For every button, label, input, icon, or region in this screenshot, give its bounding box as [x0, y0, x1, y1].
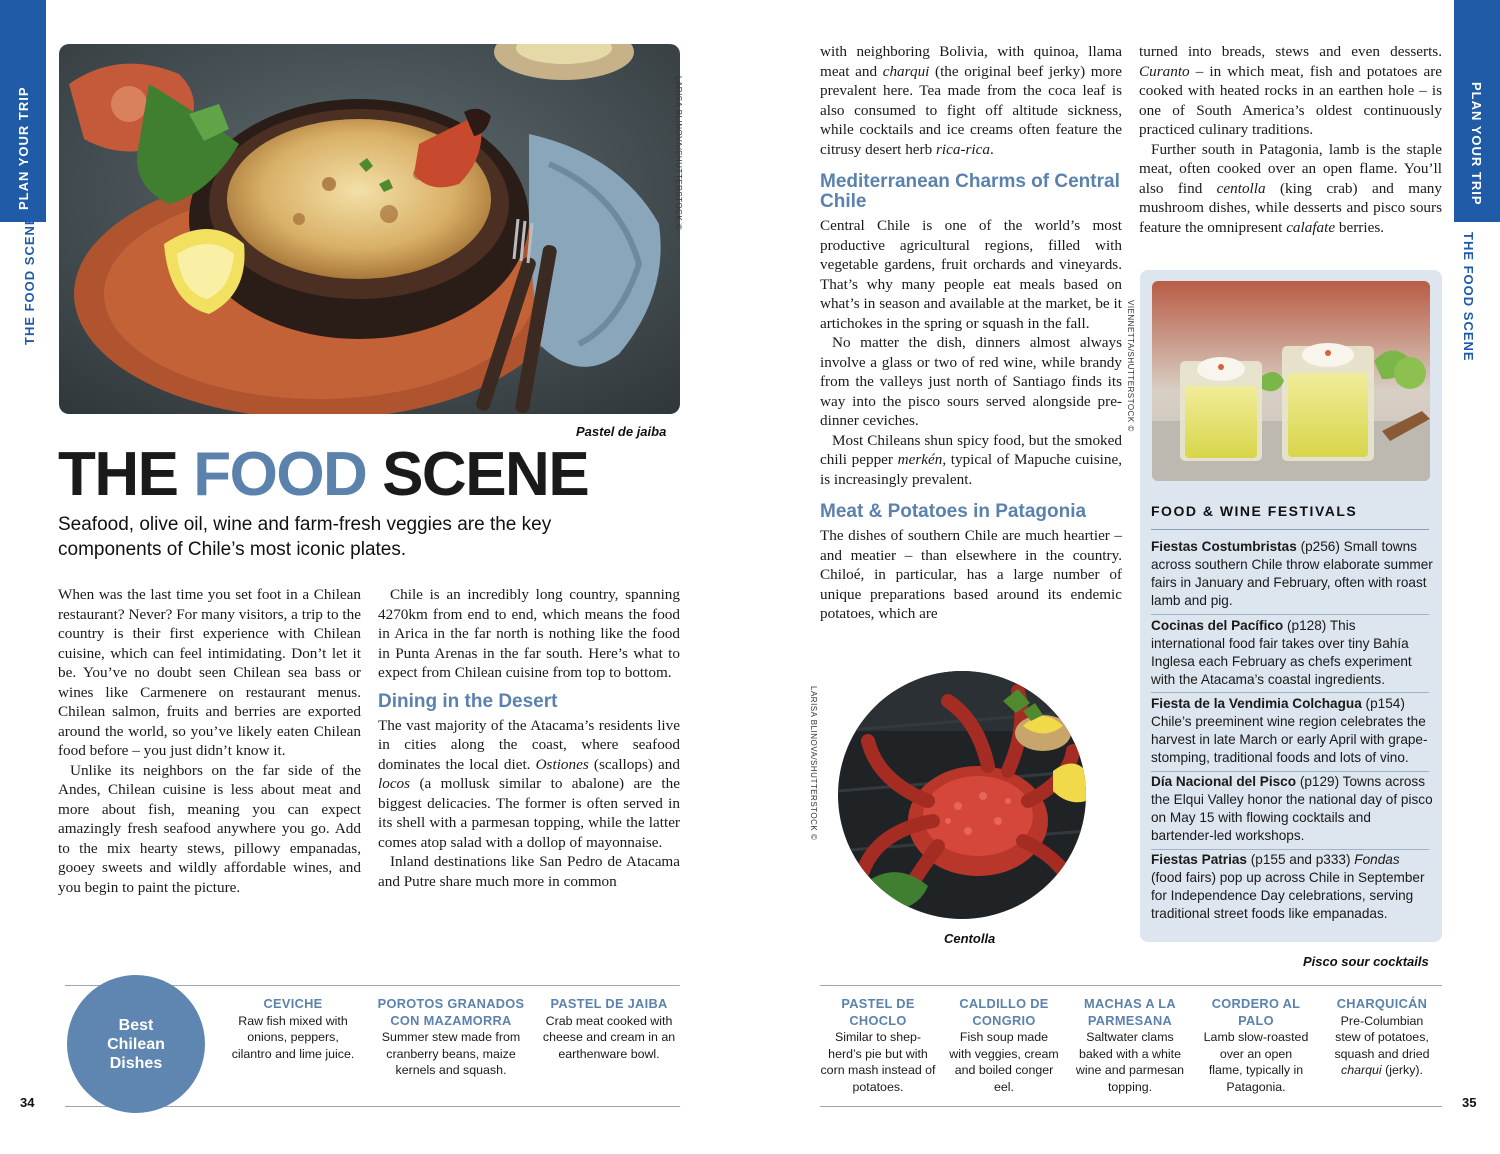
body-column-1 — [58, 585, 361, 897]
page-title — [58, 440, 588, 510]
heading-mediterranean-charms: Mediterranean Charms of Central Chile — [820, 171, 1120, 212]
col1-paragraph-2: Unlike its neighbors on the far side of the Andes, Chilean cuisine is less about meat and more about fish, meaning you can expect amazingly fresh seafood anywhere you go. Add to the mix hearty stews, pillowy empanadas, gooey sweets and wildly affordable wines, and you begin to paint the picture. — [58, 761, 361, 896]
dish-item: PASTEL DE CHOCLO Similar to shep- herd’s pie but with corn mash instead of potatoes. — [820, 996, 936, 1094]
festival-item: Día Nacional del Pisco (p129) Towns across the Elqui Valley honor the national day of pisco on May 15 with flowing cocktails and bartender-led workshops. — [1151, 774, 1433, 843]
title-word-scene: SCENE — [366, 440, 589, 509]
festival-item: Cocinas del Pacífico (p128) This international food fair takes over tiny Bahía Inglesa each February as chefs experiment with the Atacama’s coastal ingredients. — [1151, 618, 1412, 687]
col1-paragraph-1: When was the last time you set foot in a Chilean restaurant? Never? For many visitors, a trip to the country is their first experience with Chilean cuisine, which can feel intimidating. Don’t let it be. You’ve no doubt seen Chilean sea bass or wines like Carmenere on restaurant menus. Chilean salmon, fruits and berries are exported around the world, so you’ve likely eaten Chilean food before – you just didn’t know it. — [58, 586, 361, 759]
body-column-3 — [820, 42, 1122, 624]
pisco-sour-photo — [1152, 281, 1430, 481]
dish-item: CALDILLO DE CONGRIO Fish soup made with veggies, cream and boiled conger eel. — [949, 996, 1059, 1094]
col2-paragraph-1: Chile is an incredibly long country, spanning 4270km from end to end, which means the food in Arica in the far north is nothing like the food in Punta Arenas in the far south. Here’s what to expect from Chilean cuisine from top to bottom. — [378, 586, 680, 681]
dishes-top-rule-right — [820, 985, 1442, 986]
page-number-right: 35 — [1462, 1095, 1477, 1110]
pisco-photo-credit: VIENNETTA/SHUTTERSTOCK © — [1126, 300, 1135, 432]
crab-photo-caption: Centolla — [944, 931, 996, 946]
festivals-title: FOOD & WINE FESTIVALS — [1151, 503, 1358, 519]
centolla-photo — [838, 671, 1086, 919]
chapter-tab-label-right: THE FOOD SCENE — [1461, 232, 1476, 362]
title-word-the: THE — [58, 440, 194, 509]
festival-separator — [1151, 771, 1429, 772]
col4-paragraph-2: Further south in Patagonia, lamb is the staple meat, often cooked over an open flame. You’ll also find centolla (king crab) and many mushroom dishes, while desserts and pisco sours feature the omnipresent calafate berries. — [1139, 140, 1442, 236]
best-dishes-badge: Best Chilean Dishes — [67, 975, 205, 1113]
body-column-4 — [1139, 42, 1442, 237]
festival-item: Fiestas Costumbristas (p256) Small towns across southern Chile throw elaborate summer fairs in January and February, often with roast lamb and pig. — [1151, 539, 1433, 608]
col3-paragraph-2: Central Chile is one of the world’s most productive agricultural regions, filled with vegetable gardens, fruit orchards and vineyards. That’s why many people eat meals based on what’s in season and available at the market, be it artichokes in the spring or squash in the fall. — [820, 217, 1122, 332]
section-tab-label-left: PLAN YOUR TRIP — [16, 86, 31, 210]
festival-separator — [1151, 614, 1429, 615]
col3-paragraph-5: The dishes of southern Chile are much heartier – and meatier – than elsewhere in the country. Chiloé, in particular, has a large number of unique preparations based around its endemic potatoes, which are — [820, 527, 1122, 622]
body-column-2 — [378, 585, 680, 891]
dishes-bottom-rule-right — [820, 1106, 1442, 1107]
main-photo-caption: Pastel de jaiba — [576, 424, 667, 439]
col3-paragraph-1: with neighboring Bolivia, with quinoa, llama meat and charqui (the original beef jerky) more prevalent here. Tea made from the coca leaf is also consumed to fight off altitude sickness, while cocktails and ice creams often feature the citrusy desert herb rica-rica. — [820, 43, 1122, 158]
crab-photo-credit: LARISA BLINOVA/SHUTTERSTOCK © — [809, 686, 818, 841]
page-number-left: 34 — [20, 1095, 35, 1110]
dish-item: POROTOS GRANADOS CON MAZAMORRA Summer stew made from cranberry beans, maize kernels and squash. — [377, 996, 525, 1077]
col3-paragraph-4: Most Chileans shun spicy food, but the smoked chili pepper merkén, typical of Mapuche cuisine, is increasingly prevalent. — [820, 431, 1122, 488]
page-subtitle: Seafood, olive oil, wine and farm-fresh veggies are the key components of Chile’s most iconic plates. — [58, 514, 552, 560]
festival-item: Fiesta de la Vendimia Colchagua (p154) Chile’s preeminent wine region celebrates the harvest in late March or early April with grape-stomping, traditional foods and lots of vino. — [1151, 696, 1428, 765]
heading-meat-and-potatoes: Meat & Potatoes in Patagonia — [820, 501, 1087, 522]
pastel-de-jaiba-photo — [59, 44, 680, 414]
section-tab-label-right: PLAN YOUR TRIP — [1469, 82, 1484, 206]
dish-item: CORDERO AL PALO Lamb slow-roasted over an open flame, typically in Patagonia. — [1203, 996, 1309, 1094]
festival-separator — [1151, 692, 1429, 693]
festival-item: Fiestas Patrias (p155 and p333) Fondas (food fairs) pop up across Chile in September for Independence Day celebrations, serving traditional street foods like empanadas. — [1151, 852, 1425, 921]
dish-item: PASTEL DE JAIBA Crab meat cooked with cheese and cream in an earthenware bowl. — [542, 996, 676, 1061]
col3-paragraph-3: No matter the dish, dinners almost always involve a glass or two of red wine, while brandy from the valleys just north of Santiago finds its way into the pisco sours served alongside pre-dinner ceviches. — [820, 334, 1122, 429]
pisco-photo-caption: Pisco sour cocktails — [1303, 954, 1429, 969]
col2-paragraph-2: The vast majority of the Atacama’s residents live in cities along the coast, where seafood dominates the local diet. Ostiones (scallops) and locos (a mollusk similar to abalone) are the biggest delicacies. The former is often served in its shell with a parmesan topping, while the latter comes atop salad with a dollop of mayonnaise. — [378, 716, 680, 851]
festivals-title-rule — [1151, 529, 1429, 530]
dish-item: CHARQUICÁN Pre-Columbian stew of potatoes, squash and dried charqui (jerky). — [1334, 996, 1430, 1077]
title-word-food: FOOD — [193, 440, 367, 509]
chapter-tab-label-left: THE FOOD SCENE — [22, 215, 37, 345]
col4-paragraph-1: turned into breads, stews and even desserts. Curanto – in which meat, fish and potatoes are cooked with heated rocks in an earthen hole – is one of South America’s oldest continuously practiced culinary traditions. — [1139, 43, 1442, 138]
dish-item: MACHAS A LA PARMESANA Saltwater clams baked with a white wine and parmesan topping. — [1075, 996, 1185, 1094]
main-photo-credit: LARISA BLINOVA/SHUTTERSTOCK © — [674, 76, 683, 231]
col2-paragraph-3: Inland destinations like San Pedro de Atacama and Putre share much more in common — [378, 853, 680, 890]
festival-separator — [1151, 849, 1429, 850]
heading-dining-in-the-desert: Dining in the Desert — [378, 690, 558, 712]
dish-item: CEVICHE Raw fish mixed with onions, peppers, cilantro and lime juice. — [231, 996, 355, 1061]
